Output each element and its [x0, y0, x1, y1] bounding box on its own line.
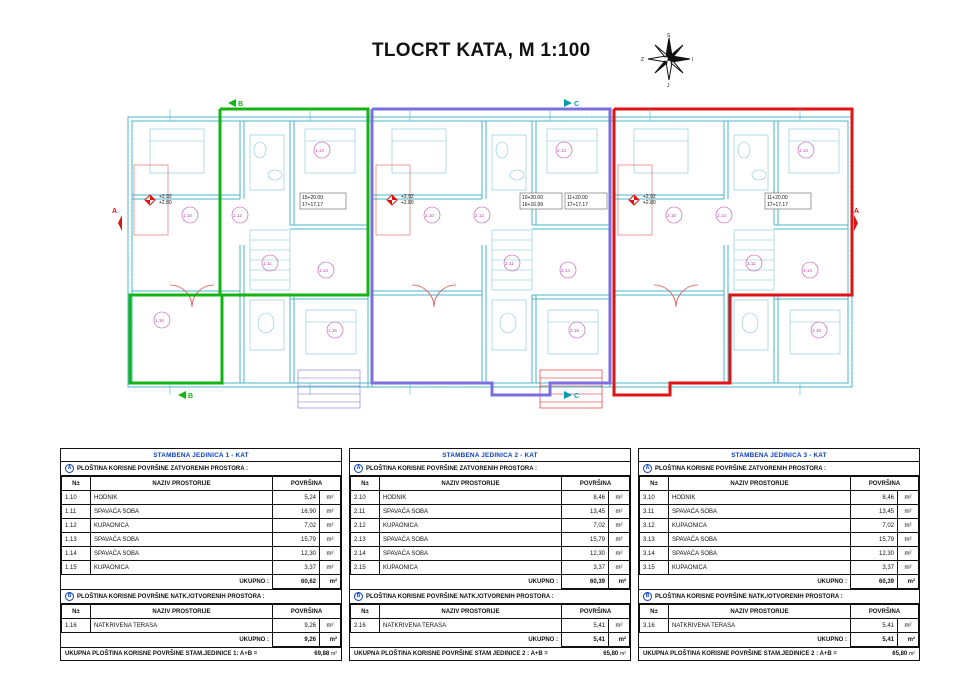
- table-2-section-1-label: PLOŠTINA KORISNE POVRŠINE ZATVORENIH PROSTORA :: [366, 465, 538, 472]
- table-row: 2.11 SPAVAĆA SOBA 13,45 m²: [351, 505, 630, 519]
- table-3-section-1: [639, 462, 919, 476]
- page-title: TLOCRT KATA, M 1:100: [372, 40, 591, 61]
- svg-text:+2.92: +2.92: [159, 194, 172, 200]
- table-1-total: [61, 647, 341, 660]
- svg-text:3.10: 3.10: [667, 213, 676, 218]
- table-row: 1.13 SPAVAĆA SOBA 15,79 m²: [62, 533, 341, 547]
- table-3-total-unit: m²: [908, 651, 915, 657]
- svg-text:11+20.00: 11+20.00: [767, 195, 788, 201]
- table-row: 1.11 SPAVAĆA SOBA 16,90 m²: [62, 505, 341, 519]
- table-2-total-value: 65,80: [603, 651, 619, 657]
- svg-text:+2.92: +2.92: [643, 194, 656, 200]
- svg-text:A: A: [854, 208, 860, 215]
- table-2-section-1: [350, 462, 630, 476]
- area-table-unit-1: [60, 448, 342, 661]
- section-mark-b-icon: B: [354, 592, 363, 601]
- table-2-total-unit: m²: [619, 651, 626, 657]
- table-2-total-label: UKUPNA PLOŠTINA KORISNE POVRŠINE STAM JEDINICE 2 : A+B =: [354, 651, 548, 657]
- section-mark-a-icon: A: [643, 464, 652, 473]
- svg-text:Z: Z: [641, 57, 645, 63]
- table-1-total-label: UKUPNA PLOŠTINA KORISNE POVRŠINE STAM.JEDINICE 1: A+B =: [65, 651, 258, 657]
- svg-text:2.14: 2.14: [561, 268, 570, 273]
- svg-text:3.12: 3.12: [717, 213, 726, 218]
- svg-text:+2.80: +2.80: [159, 200, 172, 206]
- table-3-header: STAMBENA JEDINICA 3 - KAT: [639, 449, 919, 462]
- svg-text:2.13: 2.13: [557, 148, 566, 153]
- table-row: 3.14 SPAVAĆA SOBA 12,30 m²: [640, 547, 919, 561]
- svg-text:11+20.00: 11+20.00: [567, 195, 588, 201]
- svg-text:17+17,17: 17+17,17: [302, 202, 323, 208]
- table-row: 2.12 KUPAONICA 7,02 m²: [351, 519, 630, 533]
- svg-text:+2.80: +2.80: [643, 200, 656, 206]
- svg-text:2.12: 2.12: [475, 213, 484, 218]
- table-row-sum: UKUPNO : 60,39 m²: [640, 575, 919, 589]
- section-mark-b-icon: B: [643, 592, 652, 601]
- svg-text:+2.80: +2.80: [401, 200, 414, 206]
- table-2-header: STAMBENA JEDINICA 2 - KAT: [350, 449, 630, 462]
- table-1-header: STAMBENA JEDINICA 1 - KAT: [61, 449, 341, 462]
- table-row: 2.16 NATKRIVENA TERASA 5,41 m²: [351, 619, 630, 633]
- section-mark-a-icon: A: [65, 464, 74, 473]
- table-row-sum: UKUPNO : 9,26 m²: [62, 633, 341, 647]
- col-area: POVRŠINA: [273, 477, 341, 491]
- svg-text:17+17.17: 17+17.17: [767, 202, 788, 208]
- table-3-section-2: [639, 589, 919, 604]
- table-row: 2.14 SPAVAĆA SOBA 12,30 m²: [351, 547, 630, 561]
- table-row-sum: UKUPNO : 60,62 m²: [62, 575, 341, 589]
- svg-text:1.10: 1.10: [183, 213, 192, 218]
- table-1-total-unit: m²: [330, 651, 337, 657]
- table-2-open-areas: N± NAZIV PROSTORIJE POVRŠINA 2.16 NATKRIVENA TERASA 5,41 m² UKUPNO : 5,41 m²: [350, 604, 630, 647]
- svg-text:16+16.99: 16+16.99: [522, 202, 543, 208]
- table-3-section-1-label: PLOŠTINA KORISNE POVRŠINE ZATVORENIH PROSTORA :: [655, 465, 827, 472]
- table-1-section-1-label: PLOŠTINA KORISNE POVRŠINE ZATVORENIH PROSTORA :: [77, 465, 249, 472]
- svg-text:3.13: 3.13: [799, 148, 808, 153]
- table-1-closed-areas: [61, 476, 341, 589]
- svg-text:I: I: [692, 57, 694, 63]
- table-row: 1.10 HODNIK 5,24 m²: [62, 491, 341, 505]
- svg-text:S: S: [667, 33, 671, 39]
- table-2-total: [350, 647, 630, 660]
- table-2-closed-areas: N± NAZIV PROSTORIJE POVRŠINA 2.10 HODNIK 8,46 m² 2.11 SPAVAĆA SOBA 13,45 m² 2.12 KUPAONICA 7,02 m² 2.13 SPAVAĆA SOBA 15,79 m² 2.14 SPAVAĆA SOBA 12,30 m² 2.15 KUPAONICA 3,37 m² UKUPNO : 60,39 m²: [350, 476, 630, 589]
- table-row: 1.16 NATKRIVENA TERASA 9,26 m²: [62, 619, 341, 633]
- table-row: 3.12 KUPAONICA 7,02 m²: [640, 519, 919, 533]
- svg-text:1.12: 1.12: [233, 213, 242, 218]
- svg-text:3.11: 3.11: [747, 261, 756, 266]
- svg-text:2.15: 2.15: [570, 328, 579, 333]
- table-row-sum: UKUPNO : 5,41 m²: [351, 633, 630, 647]
- table-2-section-2: [350, 589, 630, 604]
- area-table-unit-2: [349, 448, 631, 661]
- svg-text:3.14: 3.14: [803, 268, 812, 273]
- svg-text:B: B: [188, 393, 194, 400]
- svg-text:B: B: [238, 101, 244, 108]
- svg-text:1.16: 1.16: [155, 318, 164, 323]
- section-mark-a-icon: A: [354, 464, 363, 473]
- area-table-unit-3: [638, 448, 920, 661]
- svg-text:A: A: [112, 208, 118, 215]
- table-1-open-areas: N± NAZIV PROSTORIJE POVRŠINA 1.16 NATKRIVENA TERASA 9,26 m² UKUPNO : 9,26 m²: [61, 604, 341, 647]
- table-1-total-value: 69,88: [314, 651, 330, 657]
- svg-text:+2.92: +2.92: [401, 194, 414, 200]
- table-row-sum: UKUPNO : 5,41 m²: [640, 633, 919, 647]
- svg-text:15+20.00: 15+20.00: [302, 195, 323, 201]
- table-row: 2.15 KUPAONICA 3,37 m²: [351, 561, 630, 575]
- section-mark-b-icon: B: [65, 592, 74, 601]
- col-room: NAZIV PROSTORIJE: [91, 477, 273, 491]
- table-row: 3.11 SPAVAĆA SOBA 13,45 m²: [640, 505, 919, 519]
- col-no: N±: [62, 477, 91, 491]
- table-row: 3.16 NATKRIVENA TERASA 5,41 m²: [640, 619, 919, 633]
- svg-text:1.13: 1.13: [315, 148, 324, 153]
- table-row: 3.15 KUPAONICA 3,37 m²: [640, 561, 919, 575]
- svg-text:2.10: 2.10: [425, 213, 434, 218]
- svg-text:C: C: [574, 101, 580, 108]
- table-3-section-2-label: PLOŠTINA KORISNE POVRŠINE NATK./OTVORENIH PROSTORA :: [655, 593, 843, 600]
- svg-text:C: C: [574, 393, 580, 400]
- table-3-total: [639, 647, 919, 660]
- table-3-total-value: 65,80: [892, 651, 908, 657]
- svg-text:2.11: 2.11: [505, 261, 514, 266]
- floor-plan-drawing: [110, 95, 870, 425]
- table-1-section-1: [61, 462, 341, 476]
- table-row: 1.12 KUPAONICA 7,02 m²: [62, 519, 341, 533]
- table-2-section-2-label: PLOŠTINA KORISNE POVRŠINE NATK./OTVORENIH PROSTORA :: [366, 593, 554, 600]
- table-row: 3.10 HODNIK 8,46 m²: [640, 491, 919, 505]
- table-row-sum: UKUPNO : 60,39 m²: [351, 575, 630, 589]
- svg-text:3.15: 3.15: [812, 328, 821, 333]
- table-row: 1.15 KUPAONICA 3,37 m²: [62, 561, 341, 575]
- table-1-section-2: [61, 589, 341, 604]
- svg-text:17+17.17: 17+17.17: [567, 202, 588, 208]
- table-3-total-label: UKUPNA PLOŠTINA KORISNE POVRŠINE STAM.JEDINICE 2 : A+B =: [643, 651, 837, 657]
- table-row: 2.13 SPAVAĆA SOBA 15,79 m²: [351, 533, 630, 547]
- table-row: 2.10 HODNIK 8,46 m²: [351, 491, 630, 505]
- table-1-section-2-label: PLOŠTINA KORISNE POVRŠINE NATK./OTVORENIH PROSTORA :: [77, 593, 265, 600]
- svg-text:10+20.00: 10+20.00: [522, 195, 543, 201]
- svg-text:1.14: 1.14: [319, 268, 328, 273]
- svg-text:1.11: 1.11: [263, 261, 272, 266]
- table-row: 1.14 SPAVAĆA SOBA 12,30 m²: [62, 547, 341, 561]
- north-arrow-icon: [640, 30, 698, 88]
- svg-text:J: J: [667, 83, 670, 88]
- table-row: 3.13 SPAVAĆA SOBA 15,79 m²: [640, 533, 919, 547]
- table-3-open-areas: N± NAZIV PROSTORIJE POVRŠINA 3.16 NATKRIVENA TERASA 5,41 m² UKUPNO : 5,41 m²: [639, 604, 919, 647]
- svg-text:1.15: 1.15: [328, 328, 337, 333]
- table-3-closed-areas: N± NAZIV PROSTORIJE POVRŠINA 3.10 HODNIK 8,46 m² 3.11 SPAVAĆA SOBA 13,45 m² 3.12 KUPAONICA 7,02 m² 3.13 SPAVAĆA SOBA 15,79 m² 3.14 SPAVAĆA SOBA 12,30 m² 3.15 KUPAONICA 3,37 m² UKUPNO : 60,39 m²: [639, 476, 919, 589]
